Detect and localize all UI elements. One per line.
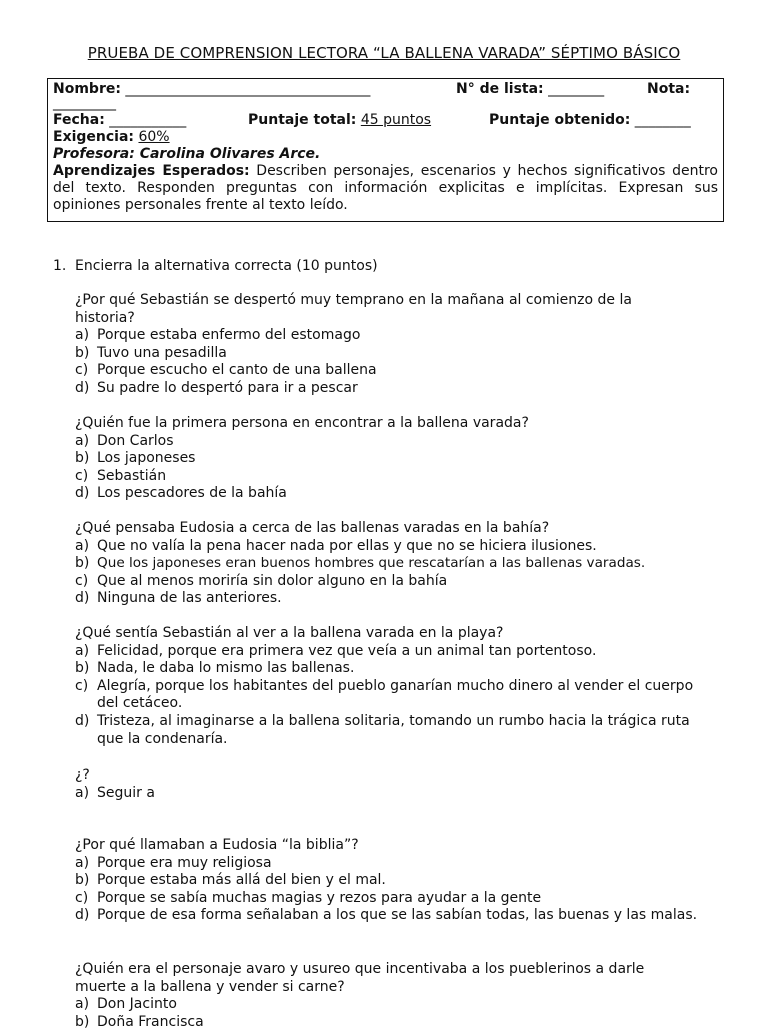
option-text: Porque escucho el canto de una ballena <box>97 362 377 379</box>
option-text: Tristeza, al imaginarse a la ballena solitaria, tomando un rumbo hacia la trágica ruta que la condenaría. <box>97 712 690 747</box>
option-text: Porque era muy religiosa <box>97 854 272 871</box>
exigencia-value: 60% <box>138 129 170 145</box>
question-block <box>75 625 710 748</box>
option-text: Felicidad, porque era primera vez que veía a un animal tan portentoso. <box>97 642 597 659</box>
option-text: Porque estaba más allá del bien y el mal. <box>97 872 386 889</box>
option-letter: c) <box>75 362 89 379</box>
option-letter: b) <box>75 450 90 467</box>
option-letter: b) <box>75 872 90 889</box>
option[interactable] <box>75 643 710 661</box>
option-letter: c) <box>75 467 89 484</box>
section-1-heading <box>53 258 378 274</box>
document-title: PRUEBA DE COMPRENSION LECTORA “LA BALLENA VARADA” SÉPTIMO BÁSICO <box>87 44 681 62</box>
option-letter: d) <box>75 712 90 729</box>
option-letter: d) <box>75 590 90 607</box>
option-text: Que al menos moriría sin dolor alguno en la bahía <box>97 572 448 589</box>
option[interactable] <box>75 785 695 803</box>
option-letter: d) <box>75 379 90 396</box>
aprendizajes-text: Describen personajes, escenarios y hechos significativos dentro del texto. Responden preguntas con información explicitas e implícitas. Expresan sus opiniones personales frente al texto leído. <box>53 163 718 213</box>
option[interactable] <box>75 907 715 925</box>
option-letter: a) <box>75 537 90 554</box>
puntaje-total-label: Puntaje total: <box>248 112 357 128</box>
lista-label: N° de lista: <box>456 81 544 97</box>
option-letter: a) <box>75 642 90 659</box>
option[interactable] <box>75 855 715 873</box>
question-block <box>75 520 735 608</box>
puntaje-obtenido-label: Puntaje obtenido: <box>489 112 631 128</box>
option-letter: a) <box>75 327 90 344</box>
option-text: Porque estaba enfermo del estomago <box>97 327 361 344</box>
option-text: Los japoneses <box>97 450 196 467</box>
puntaje-total-value: 45 puntos <box>360 112 432 128</box>
option-text: Doña Francisca <box>97 1013 204 1030</box>
profesora-name: Profesora: Carolina Olivares Arce. <box>53 146 321 162</box>
option-letter: a) <box>75 996 90 1013</box>
question-text: ¿? <box>75 767 90 783</box>
option-letter: b) <box>75 1013 90 1030</box>
option-text: Porque se sabía muchas magias y rezos para ayudar a la gente <box>97 889 542 906</box>
option-letter: b) <box>75 344 90 361</box>
option-text: Los pescadores de la bahía <box>97 485 287 502</box>
aprendizajes-paragraph <box>53 163 718 214</box>
option-text: Tuvo una pesadilla <box>97 344 227 361</box>
option[interactable] <box>75 327 695 345</box>
option[interactable] <box>75 433 715 451</box>
option-letter: a) <box>75 432 90 449</box>
option-text: Que no valía la pena hacer nada por ellas y que no se hiciera ilusiones. <box>97 537 597 554</box>
puntaje-obtenido-field[interactable]: ________ <box>634 112 691 128</box>
option[interactable] <box>75 996 695 1014</box>
question-block <box>75 767 695 802</box>
option-text: Nada, le daba lo mismo las ballenas. <box>97 660 355 677</box>
option-letter: b) <box>75 660 90 677</box>
option[interactable] <box>75 362 695 380</box>
question-block <box>75 837 715 925</box>
option-text: Ninguna de las anteriores. <box>97 590 282 607</box>
option[interactable] <box>75 485 715 503</box>
option-text: Seguir a <box>97 784 155 801</box>
row-profesora <box>53 146 718 163</box>
section-number: 1. <box>53 258 67 274</box>
option[interactable] <box>75 1014 695 1031</box>
row-fecha <box>53 112 718 129</box>
option[interactable] <box>75 660 710 678</box>
question-block <box>75 415 715 503</box>
option-letter: c) <box>75 572 89 589</box>
option[interactable] <box>75 590 735 608</box>
exigencia-label: Exigencia: <box>53 129 135 145</box>
fecha-label: Fecha: <box>53 112 105 128</box>
option-letter: c) <box>75 677 89 694</box>
section-instruction: Encierra la alternativa correcta (10 puntos) <box>75 258 378 274</box>
option-letter: a) <box>75 784 90 801</box>
row-nota-blank <box>53 95 718 112</box>
fecha-field[interactable]: ___________ <box>109 112 187 128</box>
option[interactable] <box>75 890 715 908</box>
option[interactable] <box>75 713 710 748</box>
question-text: ¿Qué pensaba Eudosia a cerca de las ballenas varadas en la bahía? <box>75 520 550 536</box>
row-exigencia <box>53 129 718 146</box>
option-letter: d) <box>75 485 90 502</box>
question-text: ¿Quién fue la primera persona en encontrar a la ballena varada? <box>75 415 529 431</box>
option-text: Don Jacinto <box>97 996 177 1013</box>
aprendizajes-label: Aprendizajes Esperados: <box>53 163 250 179</box>
question-block <box>75 961 695 1031</box>
option[interactable] <box>75 872 715 890</box>
option[interactable] <box>75 555 735 573</box>
student-info-box <box>47 78 724 222</box>
question-text: ¿Qué sentía Sebastián al ver a la ballena varada en la playa? <box>75 625 504 641</box>
option[interactable] <box>75 468 715 486</box>
option[interactable] <box>75 380 695 398</box>
option-text: Que los japoneses eran buenos hombres que rescatarían a las ballenas varadas. <box>97 555 646 572</box>
question-text: ¿Quién era el personaje avaro y usureo que incentivaba a los pueblerinos a darle muerte a la ballena y vender si carne? <box>75 961 645 995</box>
question-text: ¿Por qué llamaban a Eudosia “la biblia”? <box>75 837 359 853</box>
option[interactable] <box>75 538 735 556</box>
nombre-field[interactable]: ___________________________________ <box>125 81 371 97</box>
option[interactable] <box>75 678 710 713</box>
nota-field[interactable]: _________ <box>53 95 116 111</box>
option-letter: a) <box>75 854 90 871</box>
option-text: Sebastián <box>97 467 167 484</box>
option-letter: b) <box>75 555 90 572</box>
option-text: Porque de esa forma señalaban a los que se las sabían todas, las buenas y las malas. <box>97 907 698 924</box>
option[interactable] <box>75 345 695 363</box>
option-letter: c) <box>75 889 89 906</box>
question-text: ¿Por qué Sebastián se despertó muy temprano en la mañana al comienzo de la historia? <box>75 292 632 326</box>
option-text: Don Carlos <box>97 432 174 449</box>
option[interactable] <box>75 450 715 468</box>
option-letter: d) <box>75 907 90 924</box>
lista-field[interactable]: ________ <box>548 81 605 97</box>
nota-label: Nota: <box>647 81 691 97</box>
option-text: Alegría, porque los habitantes del pueblo ganarían mucho dinero al vender el cuerpo del cetáceo. <box>97 677 694 712</box>
question-block <box>75 292 695 398</box>
nombre-label: Nombre: <box>53 81 121 97</box>
option[interactable] <box>75 573 735 591</box>
option-text: Su padre lo despertó para ir a pescar <box>97 379 358 396</box>
